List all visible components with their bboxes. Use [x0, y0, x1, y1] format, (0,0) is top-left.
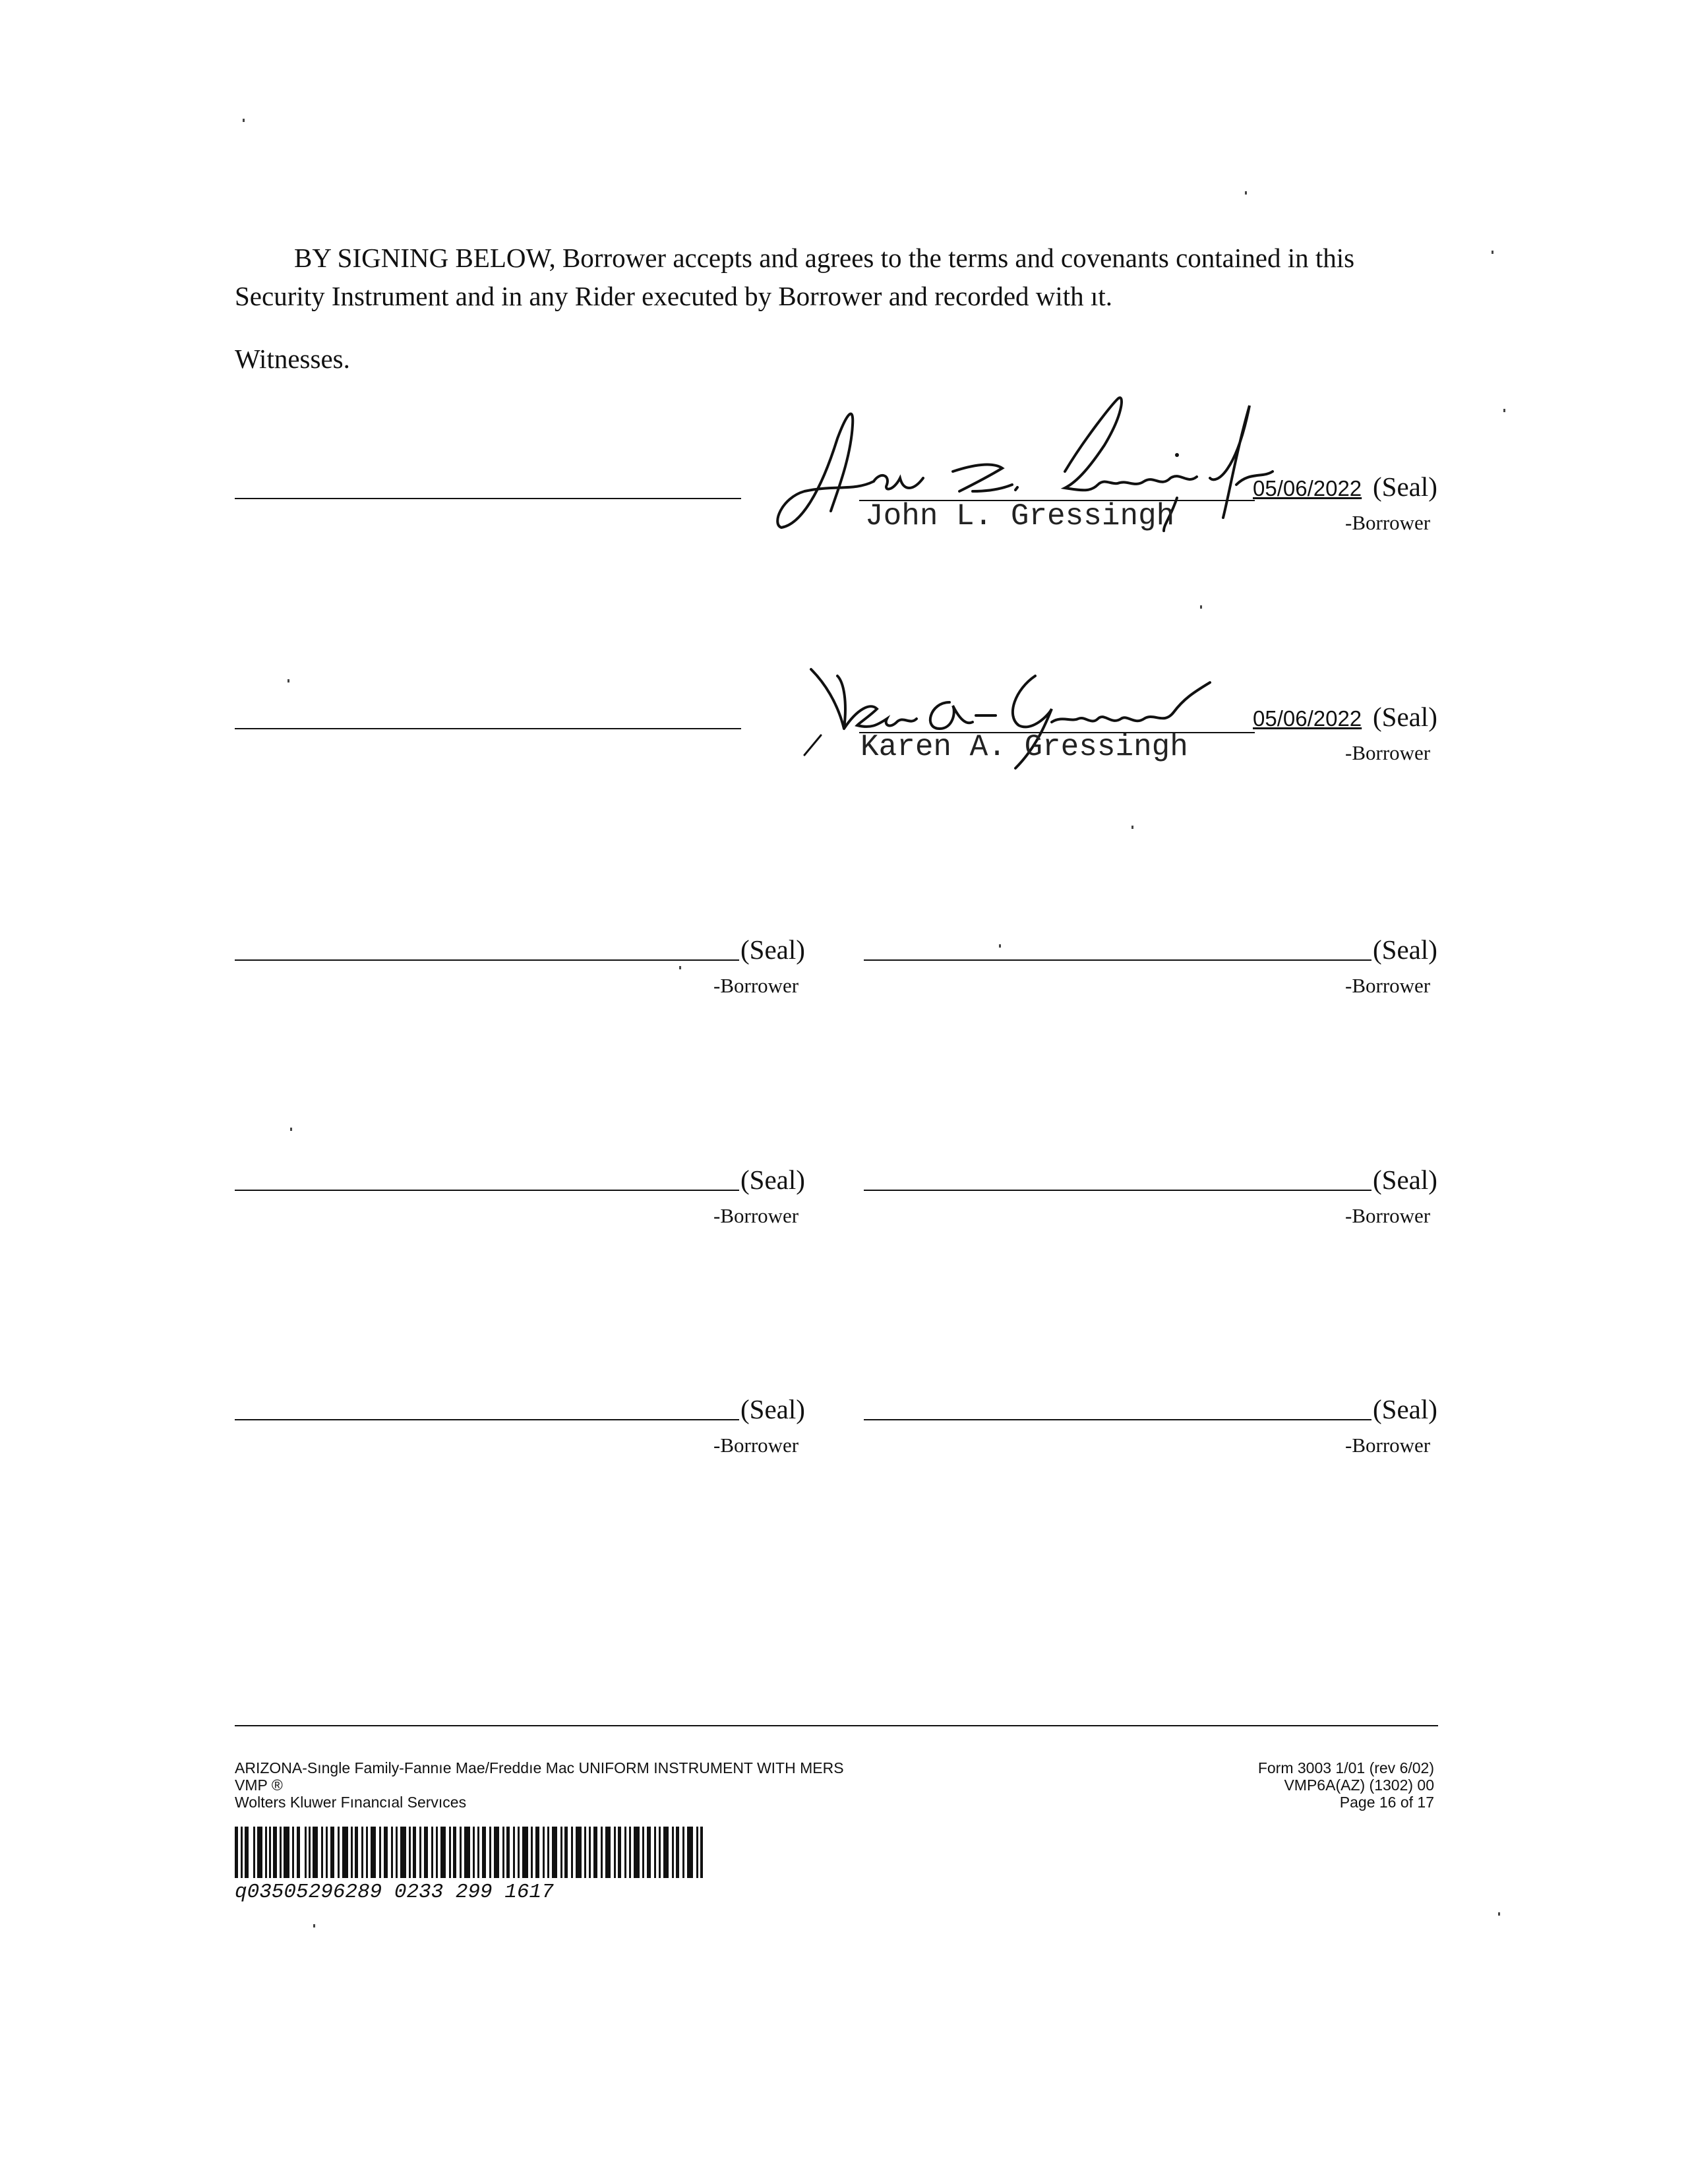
- seal-label-1: (Seal): [1373, 471, 1437, 502]
- barcode-number: q03505296289 0233 299 1617: [235, 1881, 554, 1904]
- seal-label-5: (Seal): [740, 1165, 805, 1195]
- scan-speck: [287, 679, 289, 682]
- borrower-label-3: -Borrower: [713, 974, 799, 997]
- footer-form-number: [1258, 1759, 1434, 1811]
- scan-speck: [1503, 409, 1505, 412]
- borrower-label-2: -Borrower: [1345, 741, 1431, 764]
- footer-page-number: Page 16 of 17: [1339, 1794, 1434, 1811]
- signing-paragraph: [235, 239, 1441, 315]
- blank-signature-line-3: [235, 959, 739, 961]
- blank-signature-line-5: [235, 1190, 739, 1191]
- seal-label-8: (Seal): [1373, 1394, 1437, 1424]
- footer-form-info: [235, 1759, 844, 1811]
- blank-signature-line-4: [864, 959, 1372, 961]
- borrower-label-8: -Borrower: [1345, 1434, 1431, 1457]
- witness-line-2: [235, 728, 741, 729]
- scan-speck: [1200, 605, 1202, 609]
- seal-label-4: (Seal): [1373, 934, 1437, 965]
- scan-speck: [1498, 1912, 1500, 1916]
- borrower-label-7: -Borrower: [713, 1434, 799, 1457]
- seal-label-6: (Seal): [1373, 1165, 1437, 1195]
- seal-label-3: (Seal): [740, 934, 805, 965]
- signing-paragraph-line-2: Security Instrument and in any Rider executed by Borrower and recorded with ıt.: [235, 281, 1112, 311]
- scan-speck: [1492, 251, 1493, 254]
- footer-vmp-mark: VMP ®: [235, 1776, 283, 1794]
- blank-signature-line-8: [864, 1419, 1372, 1420]
- borrower-label-1: -Borrower: [1345, 511, 1431, 534]
- borrower-label-4: -Borrower: [1345, 974, 1431, 997]
- scan-speck: [1245, 191, 1247, 195]
- footer-vmp-code: VMP6A(AZ) (1302) 00: [1284, 1776, 1434, 1794]
- scan-speck: [999, 944, 1001, 948]
- borrower-label-6: -Borrower: [1345, 1204, 1431, 1227]
- footer-form-title: ARIZONA-Sıngle Family-Fannıe Mae/Freddıe Mac UNIFORM INSTRUMENT WITH MERS: [235, 1759, 844, 1776]
- document-barcode: [235, 1827, 703, 1878]
- footer-rule: [235, 1725, 1438, 1726]
- footer-form-code: Form 3003 1/01 (rev 6/02): [1257, 1759, 1434, 1776]
- seal-label-2: (Seal): [1373, 702, 1437, 732]
- scan-speck: [1131, 826, 1133, 829]
- blank-signature-line-6: [864, 1190, 1372, 1191]
- witnesses-label: Witnesses.: [235, 344, 350, 374]
- signature-date-1: 05/06/2022: [1253, 476, 1362, 501]
- scan-speck: [243, 119, 245, 122]
- witness-line-1: [235, 498, 741, 499]
- scan-speck: [290, 1128, 292, 1131]
- blank-signature-line-7: [235, 1419, 739, 1420]
- typed-name-1: John L. Gressingh: [865, 499, 1175, 533]
- typed-name-2: Karen A. Gressingh: [860, 730, 1188, 764]
- borrower-label-5: -Borrower: [713, 1204, 799, 1227]
- signature-date-2: 05/06/2022: [1253, 706, 1362, 731]
- footer-publisher: Wolters Kluwer Fınancıal Servıces: [235, 1794, 467, 1811]
- seal-label-7: (Seal): [740, 1394, 805, 1424]
- scan-speck: [679, 966, 681, 969]
- scan-speck: [313, 1924, 315, 1927]
- signing-paragraph-line-1: BY SIGNING BELOW, Borrower accepts and agrees to the terms and covenants contained in this: [294, 243, 1355, 273]
